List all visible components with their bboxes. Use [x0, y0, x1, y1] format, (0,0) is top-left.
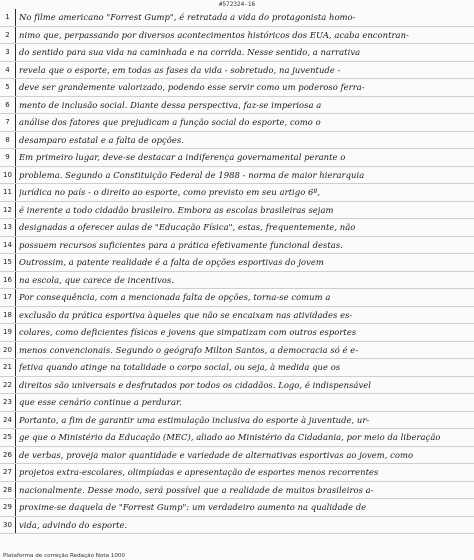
line-number: 28 — [0, 482, 16, 499]
essay-line — [0, 219, 474, 237]
line-text: exclusão da prática esportiva àqueles que não se encaixam nas atividades es- — [19, 309, 353, 320]
essay-line — [0, 9, 474, 27]
line-text: desamparo estatal e a falta de opções. — [19, 134, 184, 145]
essay-line — [0, 324, 474, 342]
essay-line — [0, 254, 474, 272]
line-text: Em primeiro lugar, deve-se destacar a indiferença governamental perante o — [19, 152, 346, 163]
essay-line — [0, 359, 474, 377]
line-text: deve ser grandemente valorizado, podendo esse servir como um poderoso ferra- — [19, 82, 365, 93]
line-number: 18 — [0, 307, 16, 324]
line-text: proxime-se daquela de "Forrest Gump": um verdadeiro aumento na qualidade de — [19, 502, 367, 513]
essay-lines — [0, 9, 474, 534]
line-number: 14 — [0, 237, 16, 254]
line-text: nimo que, perpassando por diversos acontecimentos históricos dos EUA, acaba encontran- — [19, 29, 409, 40]
essay-line — [0, 499, 474, 517]
line-text: projetos extra-escolares, olimpíadas e apresentação de esportes menos recorrentes — [19, 467, 379, 478]
line-number: 3 — [0, 44, 16, 61]
line-text: de verbas, proveja maior quantidade e variedade de alternativas esportivas ao jovem, como — [19, 449, 414, 460]
line-number: 15 — [0, 254, 16, 271]
line-number: 10 — [0, 167, 16, 184]
line-text: direitos são universais e desfrutados por todos os cidadãos. Logo, é indispensável — [19, 379, 371, 390]
line-number: 22 — [0, 377, 16, 394]
line-number: 4 — [0, 62, 16, 79]
line-text: é inerente a todo cidadão brasileiro. Embora as escolas brasileiras sejam — [19, 204, 334, 215]
essay-line — [0, 272, 474, 290]
line-text: nacionalmente. Desse modo, será possível que a realidade de muitos brasileiros a- — [19, 484, 374, 495]
line-number: 23 — [0, 394, 16, 411]
line-number: 30 — [0, 517, 16, 534]
line-text: do sentido para sua vida na caminhada e na corrida. Nesse sentido, a narrativa — [19, 47, 361, 58]
essay-line — [0, 482, 474, 500]
essay-line — [0, 429, 474, 447]
line-number: 13 — [0, 219, 16, 236]
essay-line — [0, 44, 474, 62]
line-text: vida, advindo do esporte. — [19, 519, 128, 530]
line-text: menos convencionais. Segundo o geógrafo Milton Santos, a democracia só é e- — [19, 344, 359, 355]
essay-line — [0, 167, 474, 185]
line-number: 16 — [0, 272, 16, 289]
essay-line — [0, 62, 474, 80]
line-number: 20 — [0, 342, 16, 359]
line-text: fetiva quando atinge na totalidade o corpo social, ou seja, à medida que os — [19, 362, 341, 373]
line-text: análise dos fatores que prejudicam a função social do esporte, como o — [19, 117, 321, 128]
essay-code: #572324-16 — [218, 1, 256, 8]
line-number: 7 — [0, 114, 16, 131]
essay-line — [0, 289, 474, 307]
essay-line — [0, 114, 474, 132]
essay-line — [0, 517, 474, 535]
essay-line — [0, 184, 474, 202]
line-text: problema. Segundo a Constituição Federal de 1988 - norma de maior hierarquia — [19, 169, 365, 180]
line-number: 1 — [0, 9, 16, 26]
line-text: possuem recursos suficientes para a prática efetivamente funcional destas. — [19, 239, 343, 250]
line-text: colares, como deficientes físicos e jovens que simpatizam com outros esportes — [19, 327, 357, 338]
line-number: 25 — [0, 429, 16, 446]
essay-line — [0, 394, 474, 412]
essay-line — [0, 377, 474, 395]
line-number: 11 — [0, 184, 16, 201]
line-number: 21 — [0, 359, 16, 376]
line-text: designadas a oferecer aulas de "Educação Física", estas, frequentemente, não — [19, 222, 356, 233]
line-number: 2 — [0, 27, 16, 44]
essay-line — [0, 27, 474, 45]
line-number: 9 — [0, 149, 16, 166]
line-text: mento de inclusão social. Diante dessa perspectiva, faz-se imperiosa a — [19, 99, 322, 110]
line-number: 8 — [0, 132, 16, 149]
line-number: 17 — [0, 289, 16, 306]
essay-line — [0, 132, 474, 150]
essay-line — [0, 447, 474, 465]
line-text: Por consequência, com a mencionada falta de opções, torna-se comum a — [19, 292, 331, 303]
footer-caption: Plataforma de correção Redação Nota 1000 — [3, 553, 126, 559]
line-text: Portanto, a fim de garantir uma estimulação inclusiva do esporte à juventude, ur- — [19, 414, 370, 425]
line-text: que esse cenário continue a perdurar. — [19, 397, 182, 408]
essay-line — [0, 412, 474, 430]
line-text: No filme americano "Forrest Gump", é retratada a vida do protagonista homo- — [19, 12, 356, 23]
line-number: 19 — [0, 324, 16, 341]
essay-line — [0, 237, 474, 255]
line-number: 24 — [0, 412, 16, 429]
line-number: 6 — [0, 97, 16, 114]
line-number: 5 — [0, 79, 16, 96]
essay-line — [0, 202, 474, 220]
essay-line — [0, 149, 474, 167]
essay-line — [0, 464, 474, 482]
line-number: 12 — [0, 202, 16, 219]
line-number: 26 — [0, 447, 16, 464]
essay-line — [0, 79, 474, 97]
line-text: na escola, que carece de incentivos. — [19, 274, 175, 285]
line-text: Outrossim, a patente realidade é a falta de opções esportivas do jovem — [19, 257, 324, 268]
line-text: jurídica no país - o direito ao esporte, como previsto em seu artigo 6º, — [19, 187, 321, 198]
line-text: ge que o Ministério da Educação (MEC), aliado ao Ministério da Cidadania, por meio da liberação — [19, 432, 441, 443]
essay-line — [0, 97, 474, 115]
essay-line — [0, 342, 474, 360]
essay-line — [0, 307, 474, 325]
line-number: 29 — [0, 499, 16, 516]
line-text: revela que o esporte, em todas as fases da vida - sobretudo, na juventude - — [19, 64, 341, 75]
line-number: 27 — [0, 464, 16, 481]
